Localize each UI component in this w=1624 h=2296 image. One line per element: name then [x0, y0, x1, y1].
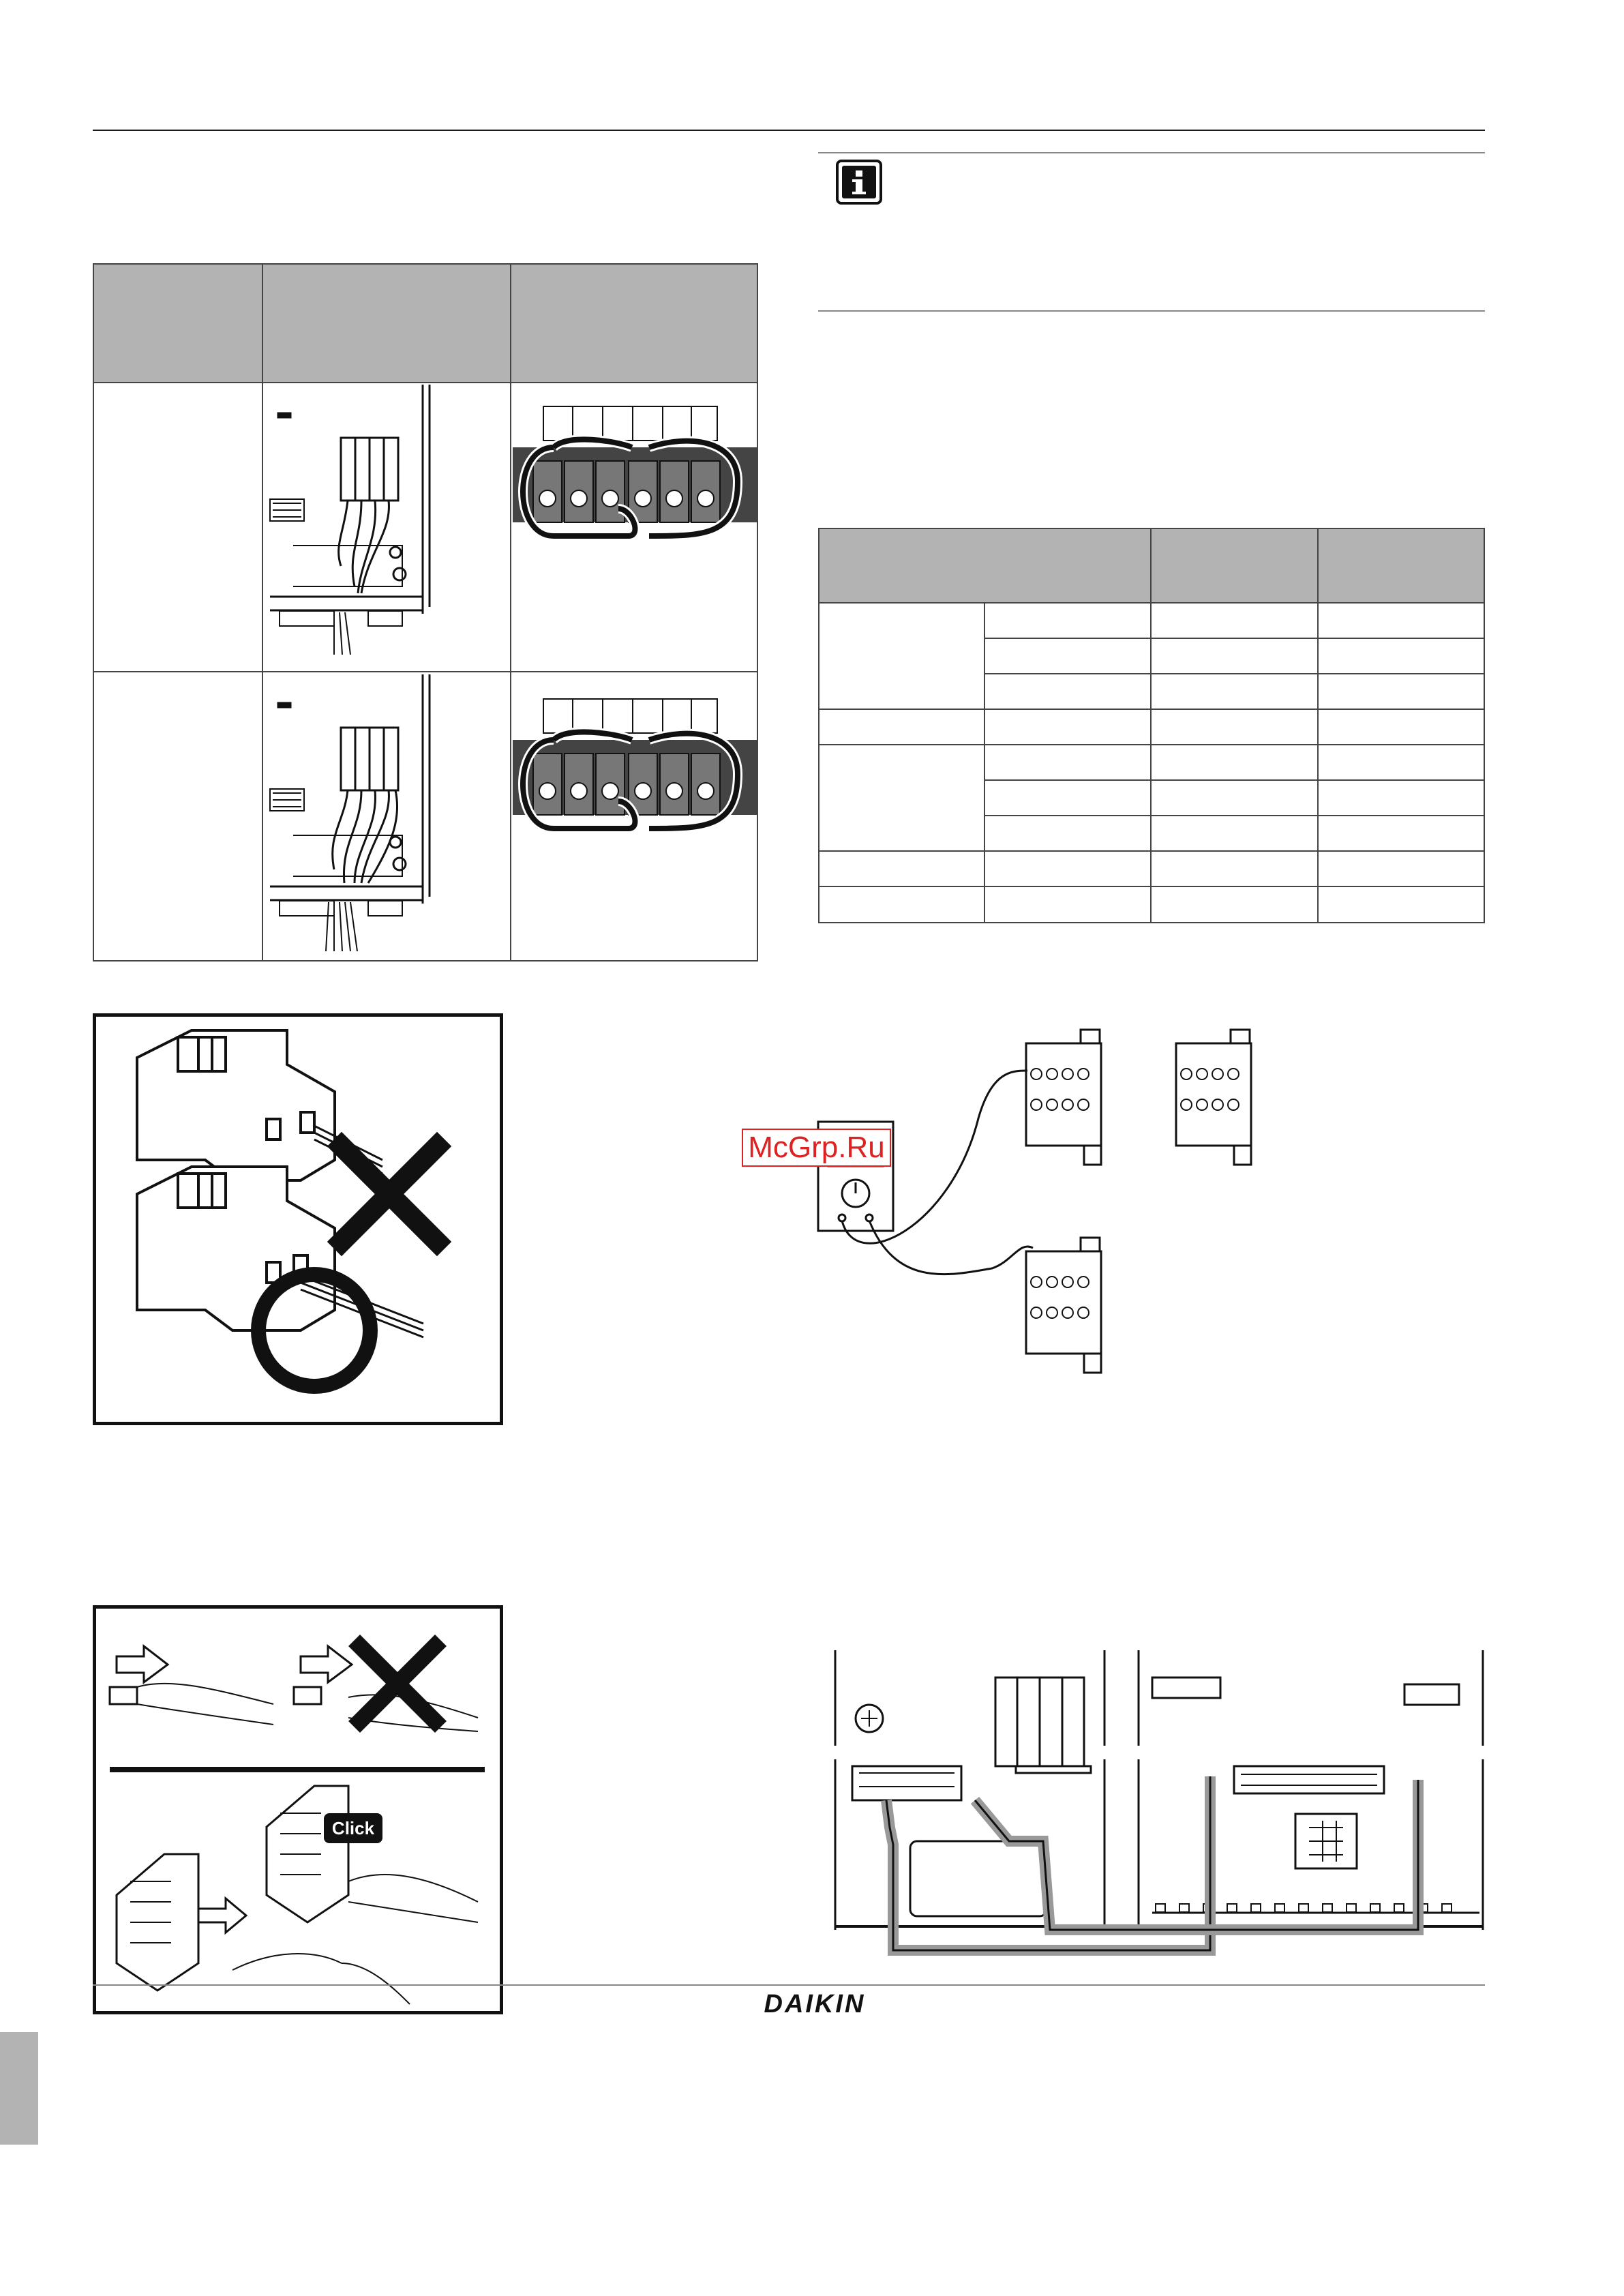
cross-icon-2 — [350, 1636, 445, 1731]
info-box-bottom-rule — [818, 310, 1485, 312]
earth-icon — [856, 1705, 883, 1732]
header-rule — [93, 130, 1485, 131]
wiring-table-col-divider-2 — [510, 265, 511, 960]
terminal-loop-drawing-1 — [513, 406, 758, 556]
cross-icon — [328, 1133, 451, 1255]
side-tab — [0, 2032, 38, 2145]
multimeter-figure — [815, 1016, 1278, 1384]
unit-cabling-figure-lower — [818, 1759, 1485, 1957]
terminal-loop-drawing-2 — [513, 699, 758, 849]
info-box-top-rule — [818, 152, 1485, 153]
wire-insertion-figure — [93, 1013, 503, 1425]
unit-cabling-figure — [818, 1650, 1485, 1759]
arrow-right-icon — [117, 1646, 168, 1682]
brand-logo: DAIKIN — [764, 1990, 866, 2018]
values-table — [818, 528, 1485, 923]
connector-insertion-figure — [93, 1605, 503, 2014]
wiring-table-col-divider-1 — [262, 265, 263, 960]
click-callout-label: Click — [331, 1818, 375, 1838]
watermark: McGrp.Ru — [742, 1129, 891, 1167]
info-icon — [836, 160, 882, 205]
footer-rule — [93, 1984, 1485, 1986]
switchbox-drawing-1 — [266, 382, 443, 668]
click-callout — [324, 1813, 382, 1843]
switchbox-drawing-2 — [266, 672, 443, 958]
circle-icon — [246, 1262, 382, 1399]
wiring-table-header — [94, 265, 757, 382]
